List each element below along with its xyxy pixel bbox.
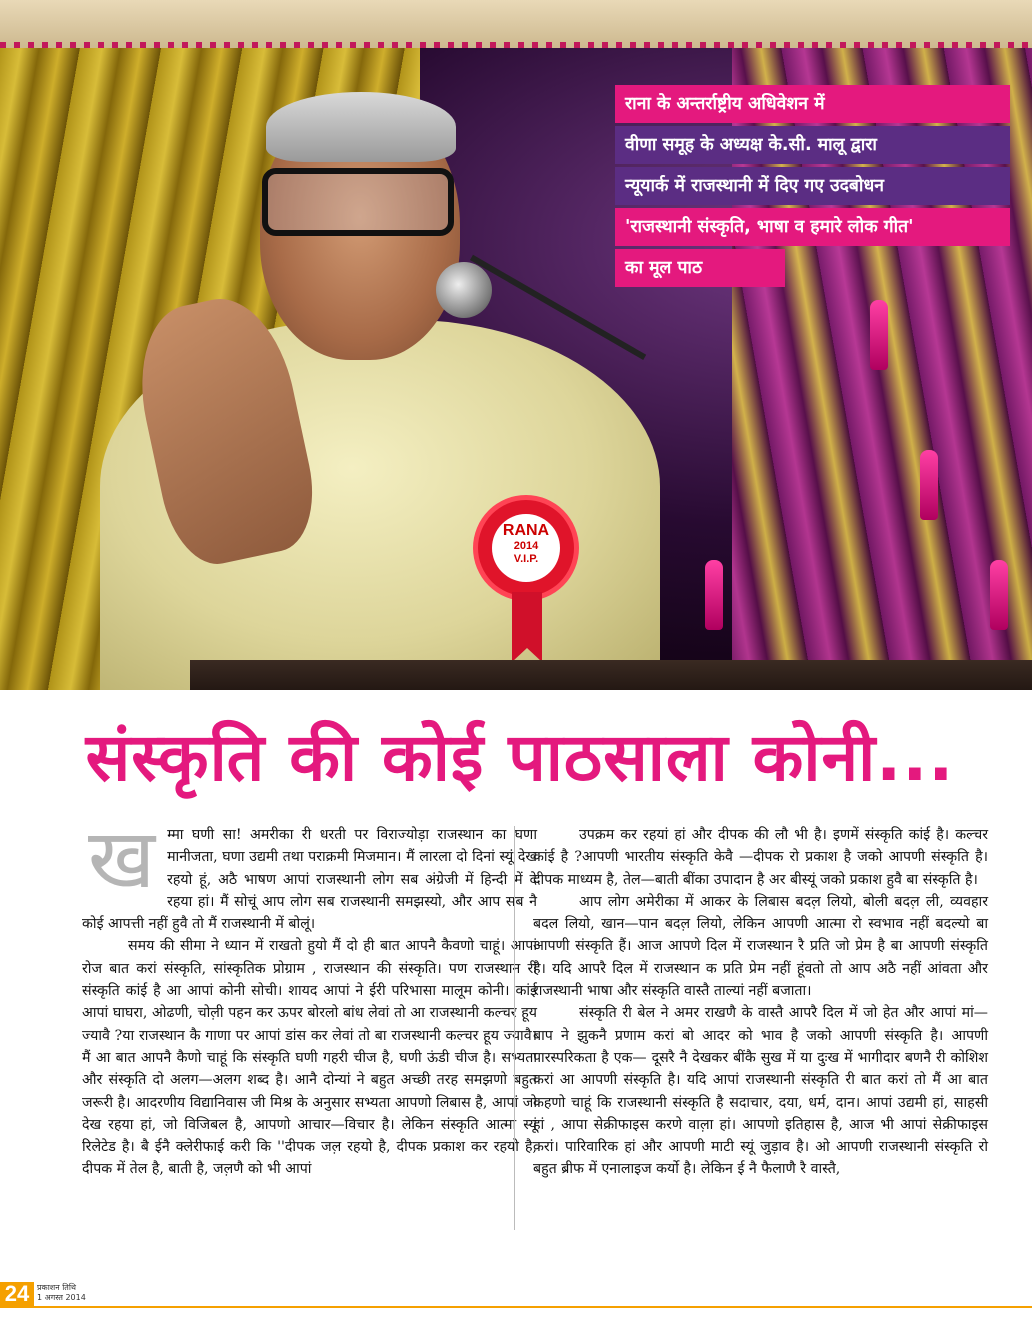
caption-line-1: राना के अन्तर्राष्ट्रीय अधिवेशन में bbox=[615, 85, 1010, 123]
column-divider bbox=[514, 826, 515, 1230]
caption-line-3: न्यूयार्क में राजस्थानी में दिए गए उदबोधन bbox=[615, 167, 1010, 205]
speaker-hair bbox=[266, 92, 456, 162]
podium bbox=[190, 660, 1032, 690]
drop-cap: ख bbox=[88, 812, 156, 907]
valance-trim bbox=[0, 42, 1032, 48]
footer-rule bbox=[0, 1306, 1032, 1308]
rosette-text-2: 2014 bbox=[513, 540, 539, 552]
rosette-text-3: V.I.P. bbox=[513, 553, 539, 565]
photo-caption-box bbox=[615, 85, 1010, 290]
tassel bbox=[920, 450, 938, 520]
paragraph: म्मा घणी सा! अमरीका री धरती पर विराज्योड़ा राजस्थान का घणा मानीजता, घणा उद्यमी तथा पराक्रमी मिजमान। मैं लारला दो दिनां स्यूं देख रहयो हूं, अठै भाषण आपां राजस्थानी लोग सब अंग्रेजी में हिन्दी में दे रहया हां। मैं सोचूं आप लोग सब राजस्थानी समझस्यो, और आप सब नै कोई आपत्ती नहीं हुवै तो मैं राजस्थानी में बोलूं। bbox=[82, 827, 537, 933]
rosette-text-1: RANA bbox=[502, 522, 550, 539]
microphone bbox=[436, 262, 492, 318]
page-number: 24 bbox=[0, 1282, 34, 1306]
caption-line-2: वीणा समूह के अध्यक्ष के.सी. मालू द्वारा bbox=[615, 126, 1010, 164]
article-column-2 bbox=[533, 824, 988, 1181]
publication-info bbox=[37, 1283, 86, 1303]
tassel bbox=[870, 300, 888, 370]
paragraph: समय की सीमा ने ध्यान में राखतो हुयो मैं दो ही बात आपनै कैवणो चाहूं। आपां रोज बात करां संस्कृति, सांस्कृतिक प्रोग्राम , राजस्थान की संस्कृति। पण राजस्थान री संस्कृति कांई है आ आपां कोनी सोची। शायद आपां ने ईरी परिभासा मालूम कोनी। कांई आपां घाघरा, ओढणी, चोल़ी पहन कर ऊपर बोरलो बांध लेवां तो आ राजस्थानी कल्चर हूय ज्यावै ?या राजस्थान कै गाणा पर आपां डांस कर लेवां तो बा राजस्थानी कल्चर हूय ज्यावै। मैं आ बात आपनै कैणो चाहूं कि संस्कृति घणी गहरी चीज है, घणी ऊंडी चीज है। सभ्यता और संस्कृति दो अलग—अलग शब्द है। आनै दोन्यां ने बहुत अच्छी तरह समझणो बहुत जरूरी है। आदरणीय विद्यानिवास जी मिश्र के अनुसार सभ्यता आपणो लिबास है, आपां जो देख रहया हां, जो विजिबल है, आपणो आचार—विचार है। लेकिन संस्कृति आत्मा स्यूं रिलेटेड है। बै ईनै क्लेरीफाई करी कि ''दीपक जल़ रहयो है, दीपक प्रकाश कर रहयो है, दीपक में तेल है, बाती है, जल़णै को भी आपां bbox=[82, 938, 537, 1178]
article-column-1 bbox=[82, 812, 537, 1181]
speaker-glasses bbox=[262, 168, 454, 236]
paragraph: उपक्रम कर रहयां हां और दीपक की लौ भी है। इणमें संस्कृति कांई है। कल्चर कांई है ?आपणी भारतीय संस्कृति केवै —दीपक रो प्रकाश है जको आपणी संस्कृति है। दीपक माध्यम है, तेल—बाती बींका उपादान है अर बीस्यूं जको प्रकाश हुवै बा संस्कृति है। bbox=[533, 827, 988, 888]
tassel bbox=[990, 560, 1008, 630]
tassel bbox=[705, 560, 723, 630]
publication-label: प्रकाशन तिथि bbox=[37, 1283, 77, 1292]
paragraph: आप लोग अमेरीका में आकर के लिबास बदल़ लियो, बोली बदल़ ली, व्यवहार बदल लियो, खान—पान बदल़ लियो, लेकिन आपणी आत्मा रो स्वभाव नहीं बदल्यो बा आपणी संस्कृति हैं। आज आपणे दिल में राजस्थान रै प्रति जो प्रेम है बा आपणी संस्कृति है। यदि आपरै दिल में राजस्थान क प्रति प्रेम नहीं हूंवतो तो आप अठै नहीं आंवता और राजस्थानी भाषा और संस्कृति वास्तै ताल्यां नहीं बजाता। bbox=[533, 893, 988, 1000]
publication-date: 1 अगस्त 2014 bbox=[37, 1293, 86, 1302]
caption-line-5: का मूल पाठ bbox=[615, 249, 785, 287]
top-valance bbox=[0, 0, 1032, 48]
rana-rosette-badge bbox=[478, 500, 574, 596]
paragraph: संस्कृति री बेल ने अमर राखणै के वास्तै आपरै दिल में जो हेत और आपां मां—बाप ने झुकनै प्रणाम करां बो आदर को भाव है जको आपणी संस्कृति है। आपणी पारस्परिकता है एक— दूसरै नै देखकर बींकै सुख में या दुःख में भागीदार बणनै री कोशिश करां आ आपणी संस्कृति है। यदि आपां राजस्थानी संस्कृति री बात करां तो मैं आ बात कहणो चाहूं कि राजस्थानी संस्कृति है सदाचार, दया, धर्म, दान। आपां उद्यमी हां, साहसी हां , आपा सेक्रीफाइस करणे वाल़ा हां। आपणो इतिहास है, आज भी आपां सेक्रीफाइस करां। पारिवारिक हां और आपणी माटी स्यूं जुड़ाव है। ओ आपणी राजस्थानी संस्कृति रो बहुत ब्रीफ में एनालाइज कर्यो है। लेकिन ई नै फैलाणै रै वास्तै, bbox=[533, 1005, 988, 1178]
article-title: संस्कृति की कोई पाठसाला कोनी... bbox=[85, 719, 955, 796]
caption-line-4: 'राजस्थानी संस्कृति, भाषा व हमारे लोक गीत' bbox=[615, 208, 1010, 246]
